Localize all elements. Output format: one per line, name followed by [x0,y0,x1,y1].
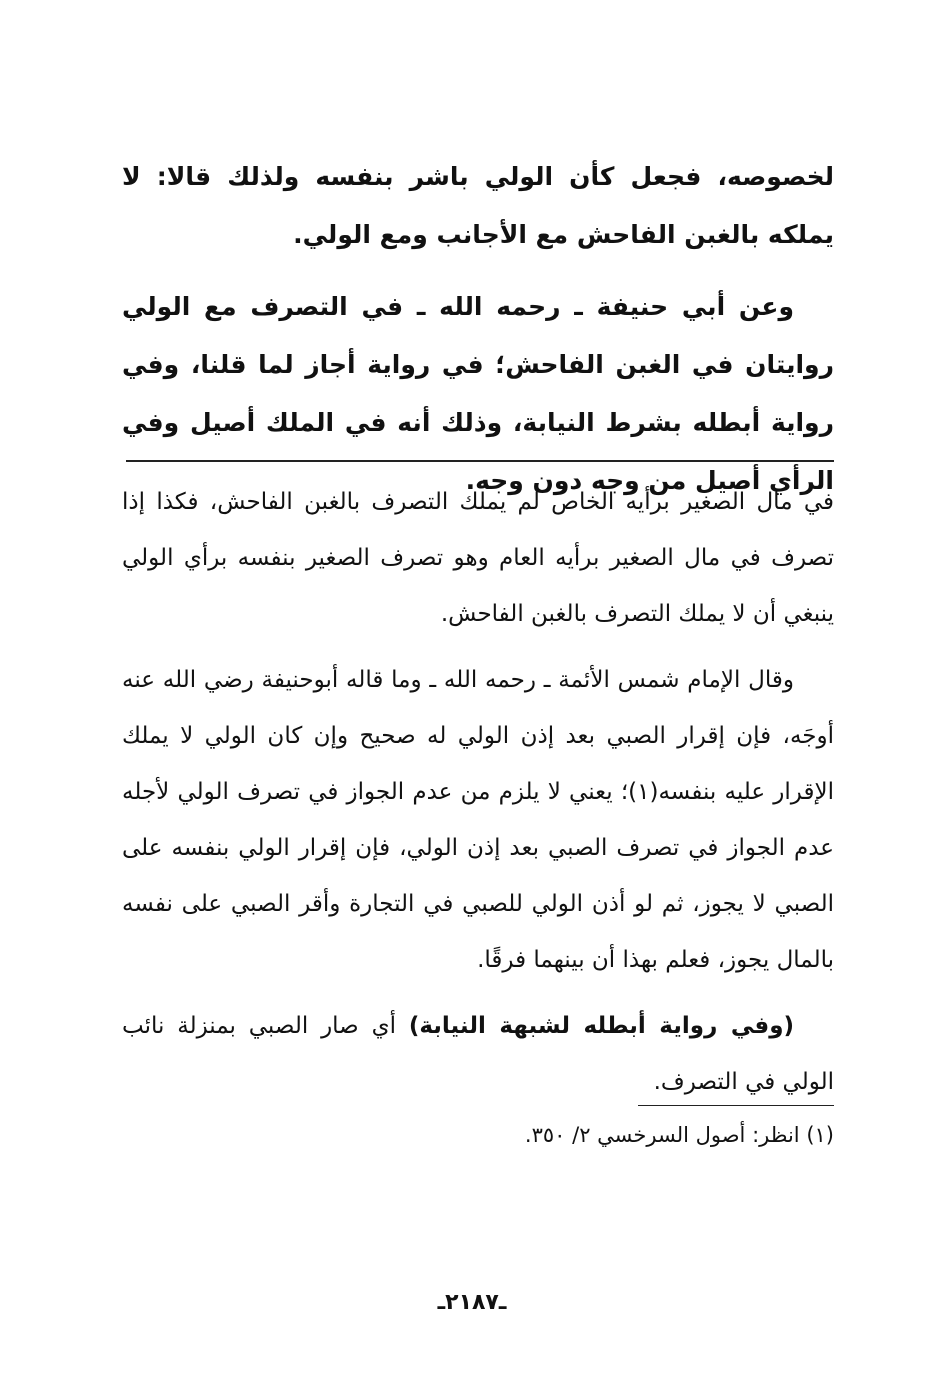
commentary-text [122,474,834,1120]
commentary-paragraph-3 [122,998,834,1110]
commentary-paragraph-1: في مال الصغير برأيه الخاص لم يملك التصرف بالغبن الفاحش، فكذا إذا تصرف في مال الصغير برأيه العام وهو تصرف الصغير بنفسه برأي الولي ينبغي أن لا يملك التصرف بالغبن الفاحش. [122,489,834,627]
main-paragraph-2: وعن أبي حنيفة ـ رحمه الله ـ في التصرف مع الولي روايتان في الغبن الفاحش؛ في رواية أجاز لما قلنا، وفي رواية أبطله بشرط النيابة، وذلك أنه في الملك أصيل وفي الرأي أصيل من وجه دون وجه. [122,292,834,495]
commentary-paragraph-3-rest: أي صار الصبي بمنزلة نائب الولي في التصرف. [122,1013,834,1095]
footnote: (١) انظر: أصول السرخسي ٢/ ٣٥٠. [524,1123,834,1147]
main-paragraph-1: لخصوصه، فجعل كأن الولي باشر بنفسه ولذلك قالا: لا يملكه بالغبن الفاحش مع الأجانب ومع الولي. [122,162,834,249]
commentary-paragraph-2: وقال الإمام شمس الأئمة ـ رحمه الله ـ وما قاله أبوحنيفة رضي الله عنه أوجَه، فإن إقرار الصبي بعد إذن الولي له صحيح وإن كان الولي لا يملك الإقرار عليه بنفسه(١)؛ يعني لا يلزم من عدم الجواز في تصرف الولي لأجله عدم الجواز في تصرف الصبي بعد إذن الولي، فإن إقرار الولي بنفسه على الصبي لا يجوز، ثم لو أذن الولي للصبي في التجارة وأقر الصبي على نفسه بالمال يجوز، فعلم بهذا أن بينهما فرقًا. [122,667,834,973]
footnote-divider [638,1105,834,1106]
main-text [122,148,834,524]
page-number: ـ٢١٨٧ـ [437,1290,507,1315]
quoted-matn: (وفي رواية أبطله لشبهة النيابة) [408,1013,794,1039]
section-divider [126,460,834,462]
